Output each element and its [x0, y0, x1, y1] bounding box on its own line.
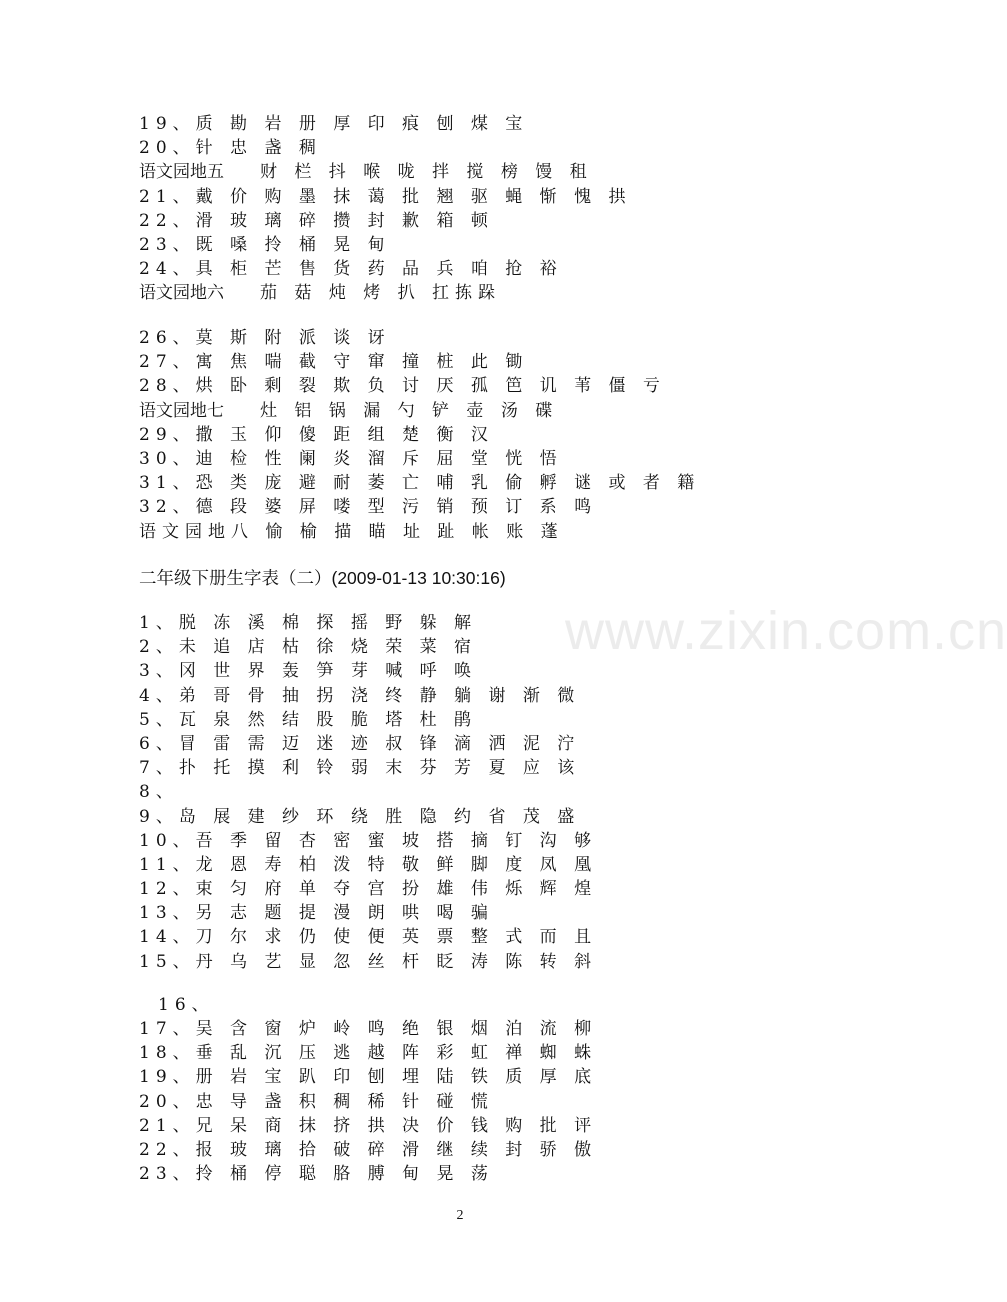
- vocab-line: 7、扑 托 摸 利 铃 弱 末 芬 芳 夏 应 该: [139, 758, 581, 779]
- vocab-line: 32、德 段 婆 屏 喽 型 污 销 预 订 系 鸣: [139, 497, 598, 518]
- vocab-line: 20、针 忠 盏 稠: [139, 138, 322, 159]
- heading-timestamp: (2009-01-13 10:30:16): [331, 568, 506, 588]
- vocab-line: 31、恐 类 庞 避 耐 萎 亡 哺 乳 偷 孵 谜 或 者 籍: [139, 473, 701, 494]
- vocab-line: 10、吾 季 留 杏 密 蜜 坡 搭 摘 钉 沟 够: [139, 830, 598, 851]
- vocab-line-labeled: [139, 160, 839, 184]
- vocab-line-labeled: [139, 399, 839, 423]
- vocab-chars: 灶 铝 锅 漏 勺 铲 壶 汤 碟: [260, 400, 559, 421]
- vocab-line: 26、莫 斯 附 派 谈 讶: [139, 328, 391, 348]
- vocab-line: 20、忠 导 盏 积 稠 稀 针 碰 慌: [139, 1091, 494, 1112]
- vocab-line: 13、另 志 题 提 漫 朗 哄 喝 骗: [139, 903, 494, 924]
- vocab-line: 5、瓦 泉 然 结 股 脆 塔 杜 鹃: [139, 709, 478, 730]
- vocab-line: 19、质 勘 岩 册 厚 印 痕 刨 煤 宝: [139, 114, 529, 134]
- section-label: 语文园地五: [139, 162, 224, 183]
- vocab-line: 22、滑 玻 璃 碎 攒 封 歉 箱 顿: [139, 210, 494, 231]
- heading-title: 二年级下册生字表（二）: [139, 569, 332, 589]
- vocab-line-16: [139, 993, 839, 1017]
- vocab-line: 14、刀 尔 求 仍 使 便 英 票 整 式 而 且: [139, 927, 598, 948]
- vocab-chars: 茄 菇 炖 烤 扒 扛拣跺: [260, 283, 502, 304]
- section-label: 语文园地七: [139, 400, 224, 421]
- vocab-line: 21、戴 价 购 墨 抹 蔼 批 翘 驱 蝇 惭 愧 拱: [139, 186, 632, 207]
- watermark: www.zixin.com.cn: [565, 601, 1007, 661]
- vocab-line: 28、烘 卧 剩 裂 欺 负 讨 厌 孤 笆 讥 苇 僵 亏: [139, 376, 666, 397]
- vocab-section-4: [139, 1017, 839, 1186]
- vocab-line: 2、未 追 店 枯 徐 烧 荣 菜 宿: [139, 637, 478, 658]
- vocab-line: 9、岛 展 建 纱 环 绕 胜 隐 约 省 茂 盛: [139, 806, 581, 827]
- vocab-line: 8、: [139, 782, 179, 803]
- vocab-line: 语文园地八 愉 榆 描 瞄 址 趾 帐 账 蓬: [139, 521, 564, 542]
- vocab-line: 6、冒 雷 需 迈 迷 迹 叔 锋 滴 洒 泥 泞: [139, 733, 581, 754]
- vocab-line: 17、吴 含 窗 炉 岭 鸣 绝 银 烟 泊 流 柳: [139, 1019, 598, 1039]
- vocab-line: 19、册 岩 宝 趴 印 刨 埋 陆 铁 质 厚 底: [139, 1067, 598, 1088]
- vocab-line: 1、脱 冻 溪 棉 探 摇 野 躲 解: [139, 613, 478, 633]
- section-label: 语文园地六: [139, 283, 224, 304]
- vocab-line: 16、: [158, 995, 215, 1015]
- vocab-line: 18、垂 乱 沉 压 逃 越 阵 彩 虹 禅 蜘 蛛: [139, 1043, 598, 1064]
- vocab-line: 4、弟 哥 骨 抽 拐 浇 终 静 躺 谢 渐 微: [139, 685, 581, 706]
- vocab-section-1: [139, 112, 839, 306]
- vocab-chars: 财 栏 抖 喉 咙 拌 搅 榜 馒 租: [260, 162, 593, 183]
- vocab-line: 30、迪 检 性 阑 炎 溜 斥 屈 堂 恍 悟: [139, 448, 563, 469]
- vocab-line: 24、具 柜 芒 售 货 药 品 兵 咱 抢 裕: [139, 259, 563, 280]
- vocab-section-2: [139, 326, 839, 544]
- vocab-line: 12、束 匀 府 单 夺 宫 扮 雄 伟 烁 辉 煌: [139, 879, 598, 900]
- vocab-section-3: [139, 611, 839, 974]
- section-heading: [139, 566, 506, 591]
- vocab-line: 11、龙 恩 寿 柏 泼 特 敬 鲜 脚 度 凤 凰: [139, 854, 598, 875]
- page-number: 2: [456, 1208, 464, 1223]
- vocab-line: 23、既 嗓 拎 桶 晃 甸: [139, 234, 391, 255]
- vocab-line-labeled: [139, 281, 839, 305]
- vocab-line: 22、报 玻 璃 拾 破 碎 滑 继 续 封 骄 傲: [139, 1139, 598, 1160]
- vocab-line: 23、拎 桶 停 聪 胳 膊 甸 晃 荡: [139, 1164, 494, 1185]
- vocab-line: 15、丹 乌 艺 显 忽 丝 杆 眨 涛 陈 转 斜: [139, 951, 598, 972]
- vocab-line: 27、寓 焦 喘 截 守 窜 撞 桩 此 锄: [139, 352, 529, 373]
- vocab-line: 29、撒 玉 仰 傻 距 组 楚 衡 汉: [139, 424, 494, 445]
- vocab-line: 3、冈 世 界 轰 笋 芽 喊 呼 唤: [139, 661, 478, 682]
- vocab-line: 21、兄 呆 商 抹 挤 拱 决 价 钱 购 批 评: [139, 1115, 598, 1136]
